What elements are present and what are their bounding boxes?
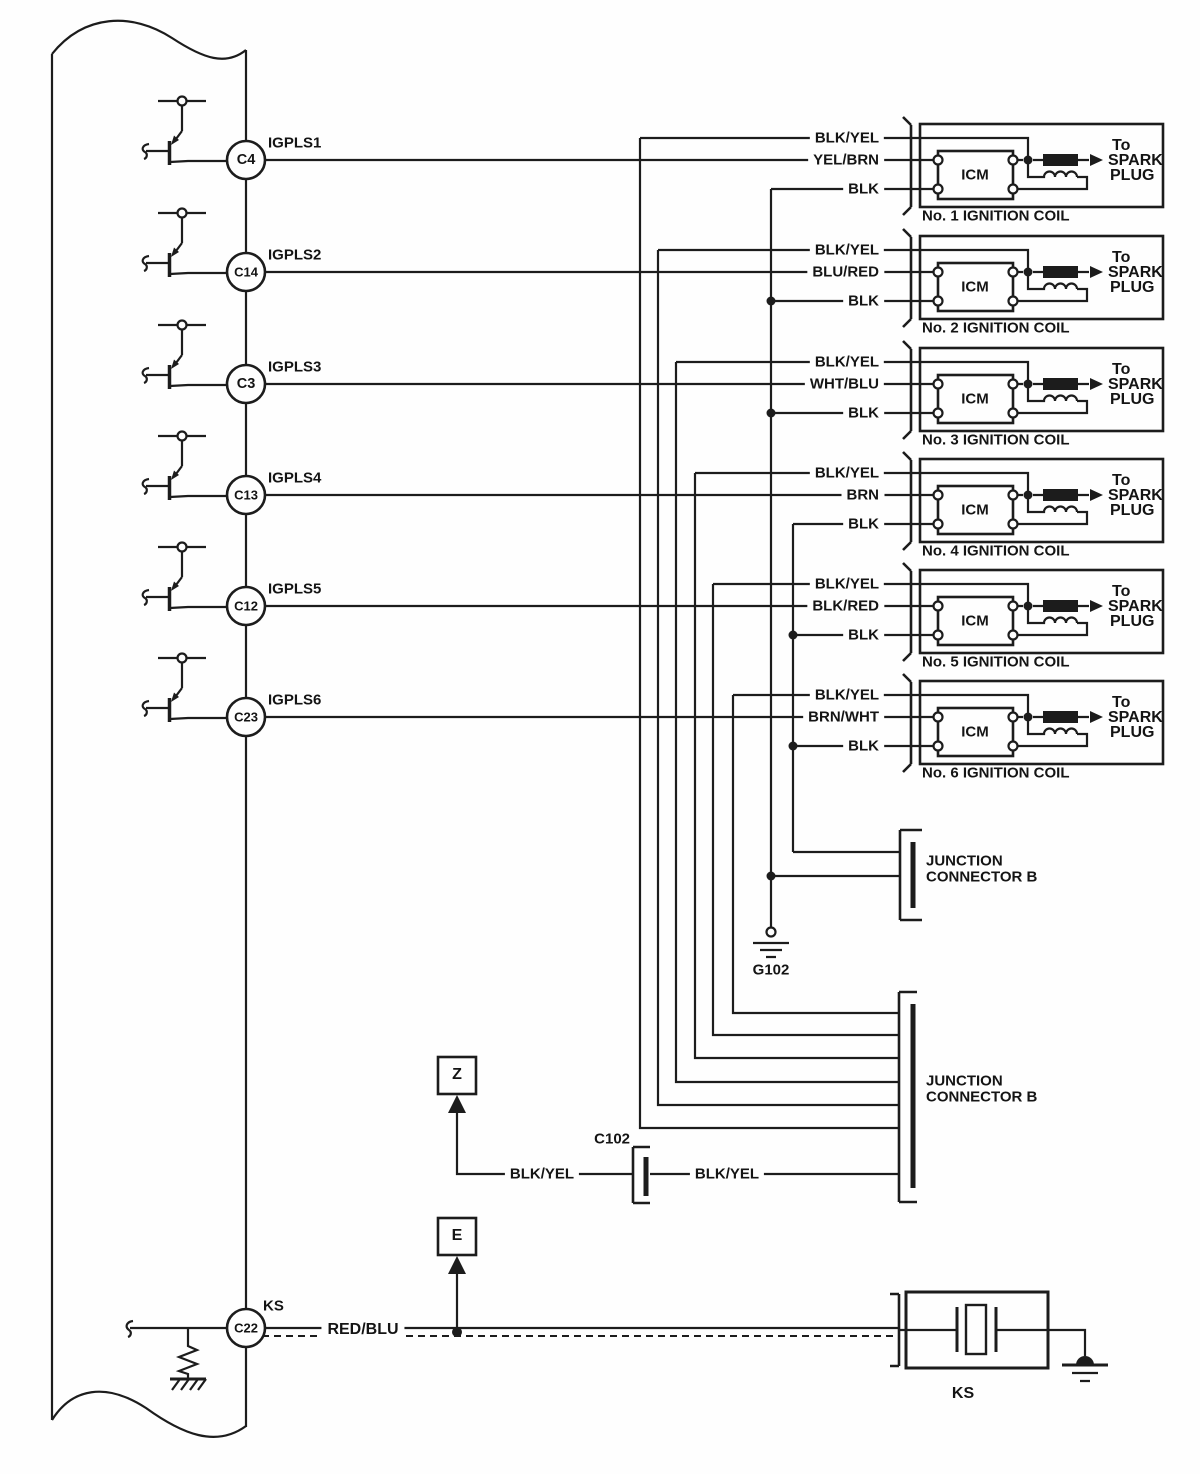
c102-connector-icon <box>457 1111 899 1203</box>
signal-label: IGPLS2 <box>268 246 322 264</box>
junction-connector-b-lower-icon <box>899 992 917 1202</box>
wire-color-label: BLK <box>843 292 884 311</box>
wire-color-label: BLK <box>843 737 884 756</box>
wire-color-label: BLK <box>843 626 884 645</box>
spark-plug-note: SPARK <box>1108 598 1163 615</box>
wire-color-label: BLK/YEL <box>810 464 884 483</box>
coil-caption: No. 6 IGNITION COIL <box>922 764 1070 782</box>
wire-color-label: BLK <box>843 404 884 423</box>
wire-color-label: BLK <box>843 515 884 534</box>
spark-plug-note: PLUG <box>1110 279 1155 296</box>
icm-label: ICM <box>961 278 989 296</box>
spark-plug-note: SPARK <box>1108 709 1163 726</box>
connector-label-c102: C102 <box>594 1130 630 1148</box>
icm-label: ICM <box>961 501 989 519</box>
wire-color-label: BLK/RED <box>807 597 884 616</box>
icm-label: ICM <box>961 723 989 741</box>
wire-color-label: BRN/WHT <box>803 708 884 727</box>
coil-caption: No. 5 IGNITION COIL <box>922 653 1070 671</box>
wire-color-label: WHT/BLU <box>805 375 884 394</box>
pin-label: C4 <box>236 151 256 168</box>
knock-sensor-caption: KS <box>951 1385 975 1402</box>
spark-plug-note: To <box>1112 137 1131 154</box>
coil-caption: No. 1 IGNITION COIL <box>922 207 1070 225</box>
wire-color-label: BLK/YEL <box>810 686 884 705</box>
wire-color-label: BRN <box>842 486 885 505</box>
wire-color-label: BLK/YEL <box>810 353 884 372</box>
ground-label-g102: G102 <box>752 961 790 979</box>
signal-label: IGPLS3 <box>268 358 322 376</box>
signal-label: KS <box>263 1297 284 1315</box>
pin-label: C22 <box>234 1320 258 1336</box>
spark-plug-note: SPARK <box>1108 152 1163 169</box>
junction-connector-label: JUNCTION <box>926 1072 1003 1090</box>
signal-label: IGPLS4 <box>268 469 322 487</box>
blk-ground-wires <box>767 189 912 928</box>
transistor-array <box>143 97 227 723</box>
pin-label: C12 <box>234 598 258 614</box>
signal-label: IGPLS1 <box>268 134 322 152</box>
coil-caption: No. 4 IGNITION COIL <box>922 542 1070 560</box>
icm-label: ICM <box>961 166 989 184</box>
wire-color-label: YEL/BRN <box>808 151 884 170</box>
spark-plug-note: SPARK <box>1108 376 1163 393</box>
knock-sensor-icon <box>890 1292 1108 1381</box>
spark-plug-note: To <box>1112 694 1131 711</box>
icm-label: ICM <box>961 390 989 408</box>
spark-plug-note: PLUG <box>1110 391 1155 408</box>
spark-plug-note: To <box>1112 472 1131 489</box>
page-ref-z-label: Z <box>452 1066 462 1083</box>
spark-plug-note: To <box>1112 361 1131 378</box>
page-ref-e-label: E <box>451 1227 463 1244</box>
signal-label: IGPLS5 <box>268 580 322 598</box>
pin-label: C13 <box>234 487 258 503</box>
spark-plug-note: To <box>1112 583 1131 600</box>
g102-ground-icon <box>753 928 789 958</box>
spark-plug-note: PLUG <box>1110 724 1155 741</box>
wire-color-label: BLK/YEL <box>505 1165 579 1184</box>
junction-connector-label: CONNECTOR B <box>926 868 1038 886</box>
pin-label: C14 <box>234 264 258 280</box>
spark-plug-note: To <box>1112 249 1131 266</box>
coil-caption: No. 3 IGNITION COIL <box>922 431 1070 449</box>
spark-plug-note: PLUG <box>1110 167 1155 184</box>
wire-color-label: BLK <box>843 180 884 199</box>
wire-color-label: BLK/YEL <box>810 129 884 148</box>
pin-label: C3 <box>236 375 256 392</box>
wire-color-label: BLK/YEL <box>810 241 884 260</box>
spark-plug-note: PLUG <box>1110 613 1155 630</box>
icm-label: ICM <box>961 612 989 630</box>
wire-color-label: BLK/YEL <box>810 575 884 594</box>
spark-plug-note: SPARK <box>1108 264 1163 281</box>
coil-caption: No. 2 IGNITION COIL <box>922 319 1070 337</box>
wire-color-label: RED/BLU <box>321 1318 404 1342</box>
junction-connector-b-upper-icon <box>900 830 922 920</box>
wire-color-label: BLK/YEL <box>690 1165 764 1184</box>
spark-plug-note: PLUG <box>1110 502 1155 519</box>
ecm-boundary <box>52 21 246 1437</box>
junction-connector-label: JUNCTION <box>926 852 1003 870</box>
spark-plug-note: SPARK <box>1108 487 1163 504</box>
pin-label: C23 <box>234 709 258 725</box>
signal-label: IGPLS6 <box>268 691 322 709</box>
junction-connector-label: CONNECTOR B <box>926 1088 1038 1106</box>
wire-color-label: BLU/RED <box>807 263 884 282</box>
